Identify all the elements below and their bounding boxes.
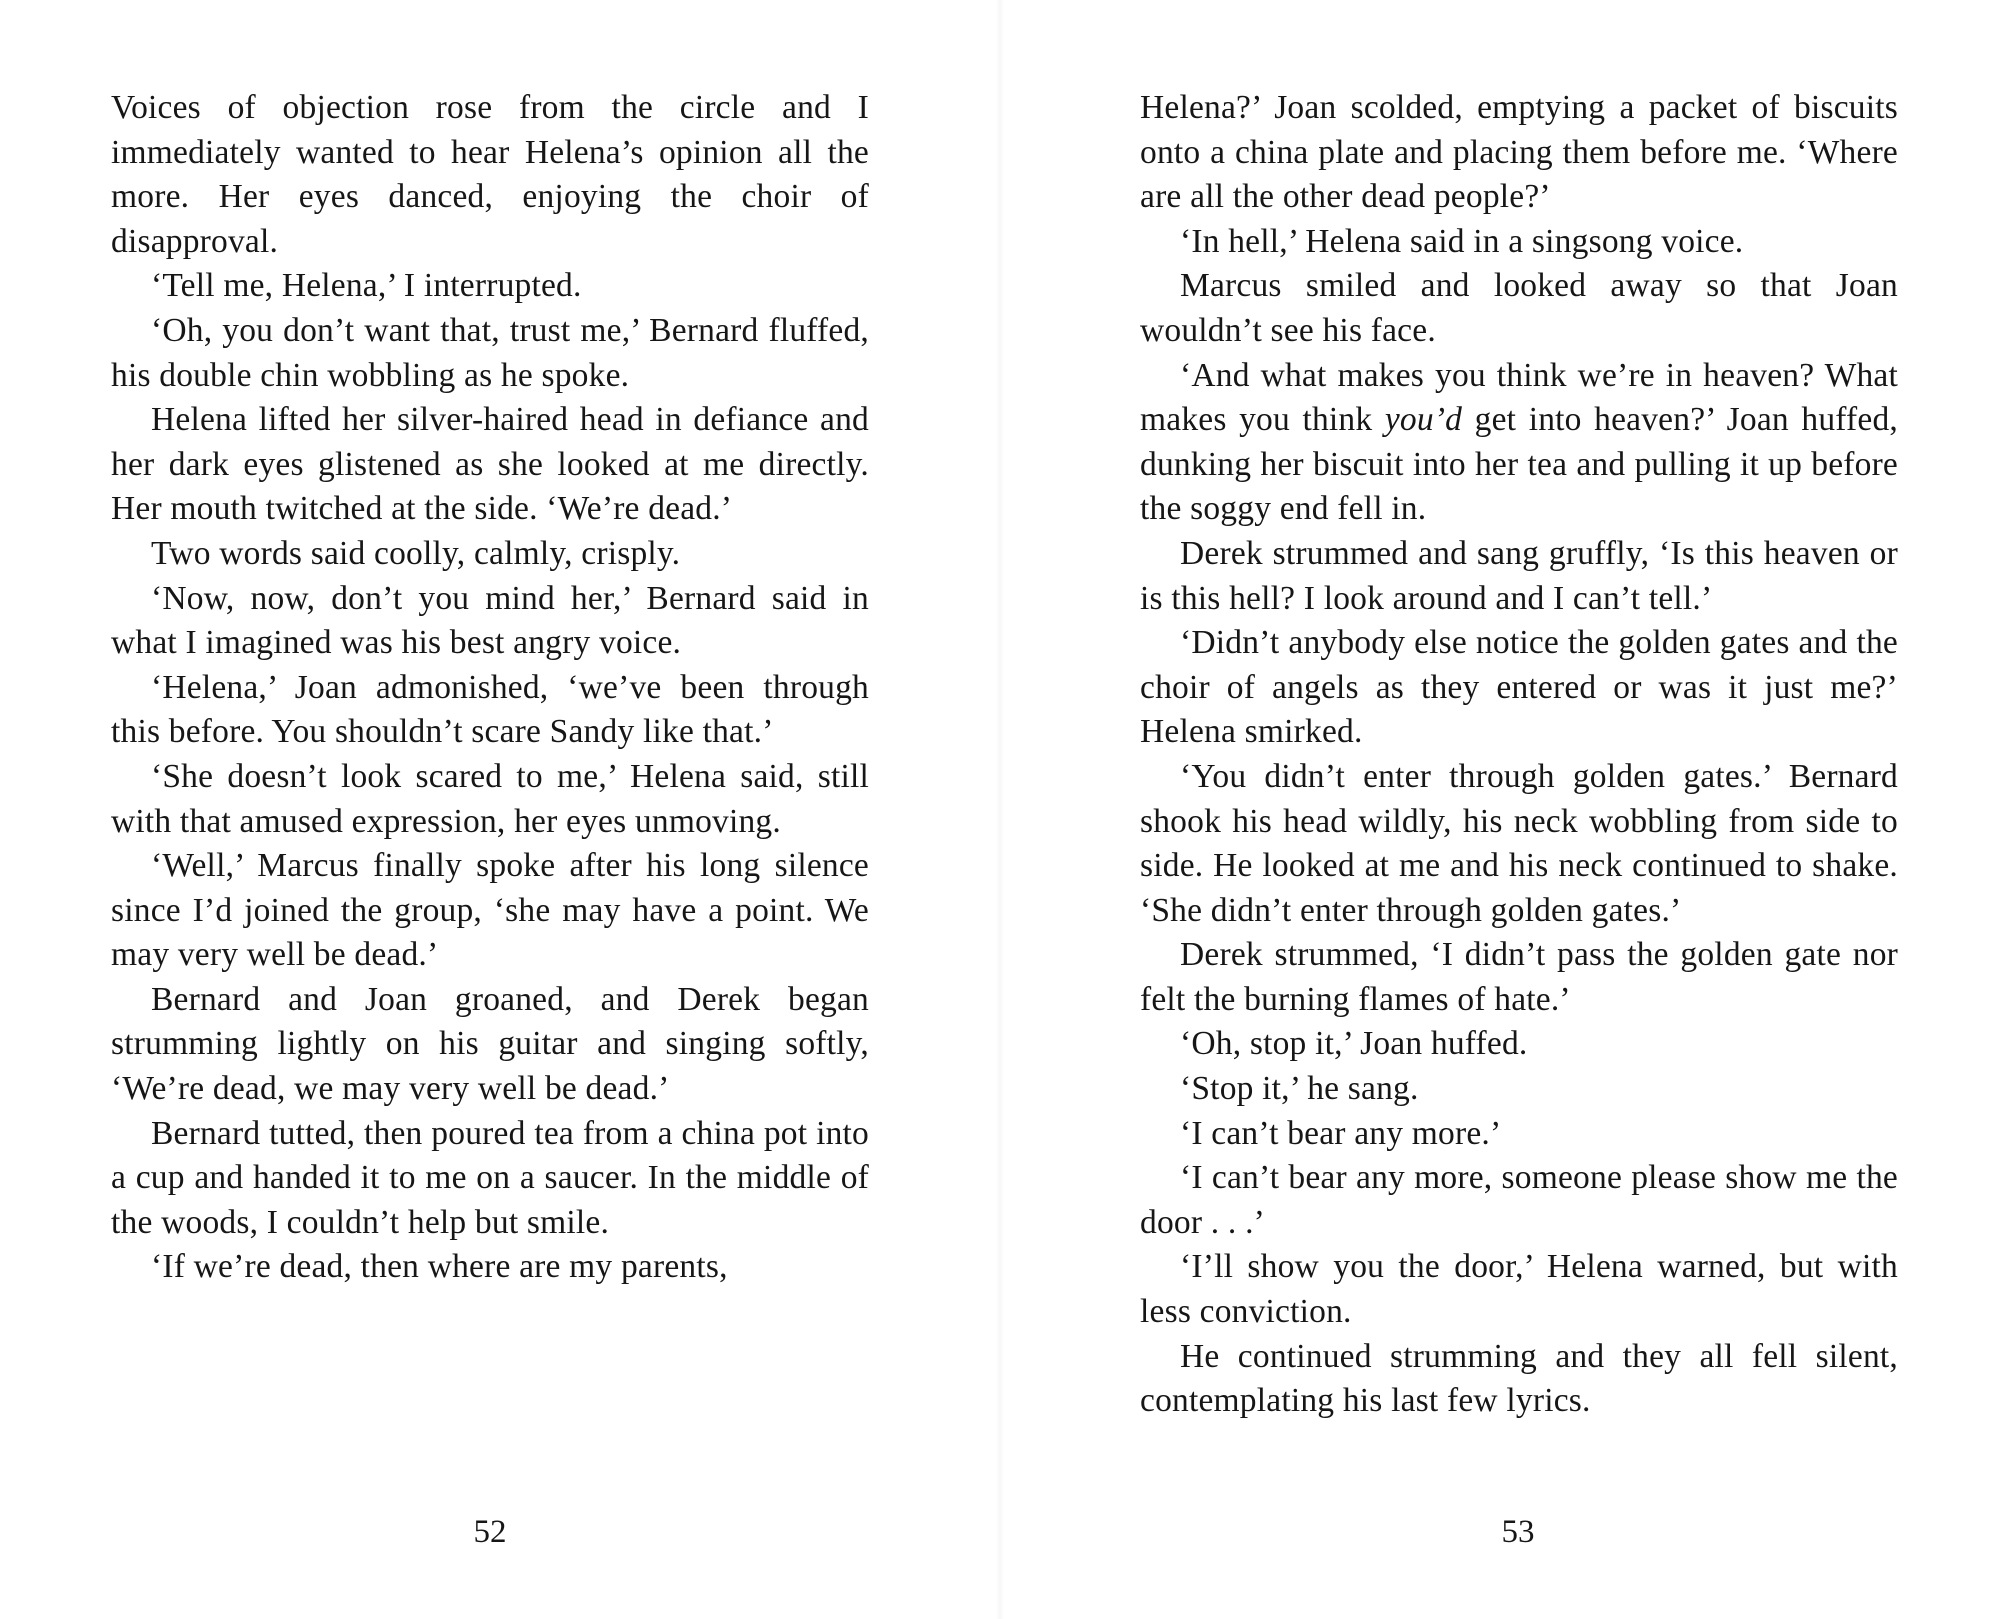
paragraph: ‘I’ll show you the door,’ Helena warned, but with less conviction. [1140,1248,1898,1331]
paragraph: Helena lifted her silver-haired head in defiance and her dark eyes glistened as she looked at me directly. Her mouth twitched at the side. ‘We’re dead.’ [111,401,869,528]
text-run: get into heaven?’ Joan huffed, dunking her biscuit into her tea and pulling it up before the soggy end fell in. [1140,401,1898,528]
gutter [996,0,1004,1619]
paragraph: Voices of objection rose from the circle and I immediately wanted to hear Helena’s opinion all the more. Her eyes danced, enjoying the choir of disapproval. [111,89,869,260]
paragraph: ‘Well,’ Marcus finally spoke after his long silence since I’d joined the group, ‘she may have a point. We may very well be dead.’ [111,847,869,974]
paragraph: ‘Tell me, Helena,’ I interrupted. [151,267,582,305]
italic-word: you’d [1384,401,1463,439]
page-number-left: 52 [473,1514,507,1550]
paragraph: ‘I can’t bear any more.’ [1180,1114,1502,1152]
left-page [111,86,869,1290]
paragraph: ‘She doesn’t look scared to me,’ Helena said, still with that amused expression, her eyes unmoving. [111,757,869,840]
paragraph: ‘Didn’t anybody else notice the golden gates and the choir of angels as they entered or was it just me?’ Helena smirked. [1140,624,1898,751]
paragraph: Bernard tutted, then poured tea from a china pot into a cup and handed it to me on a saucer. In the middle of the woods, I couldn’t help but smile. [111,1114,869,1241]
paragraph-with-italic [1140,354,1898,532]
paragraph: ‘I can’t bear any more, someone please show me the door . . .’ [1140,1159,1898,1241]
paragraph: ‘If we’re dead, then where are my parents, [151,1248,728,1286]
paragraph: Bernard and Joan groaned, and Derek began strumming lightly on his guitar and singing softly, ‘We’re dead, we may very well be dead.’ [111,980,869,1108]
paragraph: ‘Now, now, don’t you mind her,’ Bernard said in what I imagined was his best angry voice. [111,579,869,662]
paragraph: Two words said coolly, calmly, crisply. [151,534,681,572]
paragraph: He continued strumming and they all fell silent, contemplating his last few lyrics. [1140,1337,1898,1420]
paragraph: Derek strummed and sang gruffly, ‘Is this heaven or is this hell? I look around and I can’t tell.’ [1140,534,1898,617]
paragraph: ‘Stop it,’ he sang. [1180,1070,1419,1108]
paragraph: Derek strummed, ‘I didn’t pass the golden gate nor felt the burning flames of hate.’ [1140,936,1898,1018]
paragraph: ‘Oh, you don’t want that, trust me,’ Bernard fluffed, his double chin wobbling as he spoke. [111,311,869,394]
text-run: ‘And what makes you think we’re in heaven? What makes you think [1140,356,1898,439]
page-number-right: 53 [1501,1514,1535,1550]
paragraph: ‘You didn’t enter through golden gates.’ Bernard shook his head wildly, his neck wobbling from side to side. He looked at me and his neck continued to shake. ‘She didn’t enter through golden gates.’ [1140,757,1898,929]
paragraph: Helena?’ Joan scolded, emptying a packet of biscuits onto a china plate and placing them before me. ‘Where are all the other dead people?’ [1140,89,1898,216]
paragraph: ‘Oh, stop it,’ Joan huffed. [1180,1025,1528,1063]
right-page [1140,86,1898,1424]
paragraph: ‘In hell,’ Helena said in a singsong voice. [1180,222,1744,260]
paragraph: ‘Helena,’ Joan admonished, ‘we’ve been through this before. You shouldn’t scare Sandy like that.’ [111,668,869,751]
paragraph: Marcus smiled and looked away so that Joan wouldn’t see his face. [1140,267,1898,349]
